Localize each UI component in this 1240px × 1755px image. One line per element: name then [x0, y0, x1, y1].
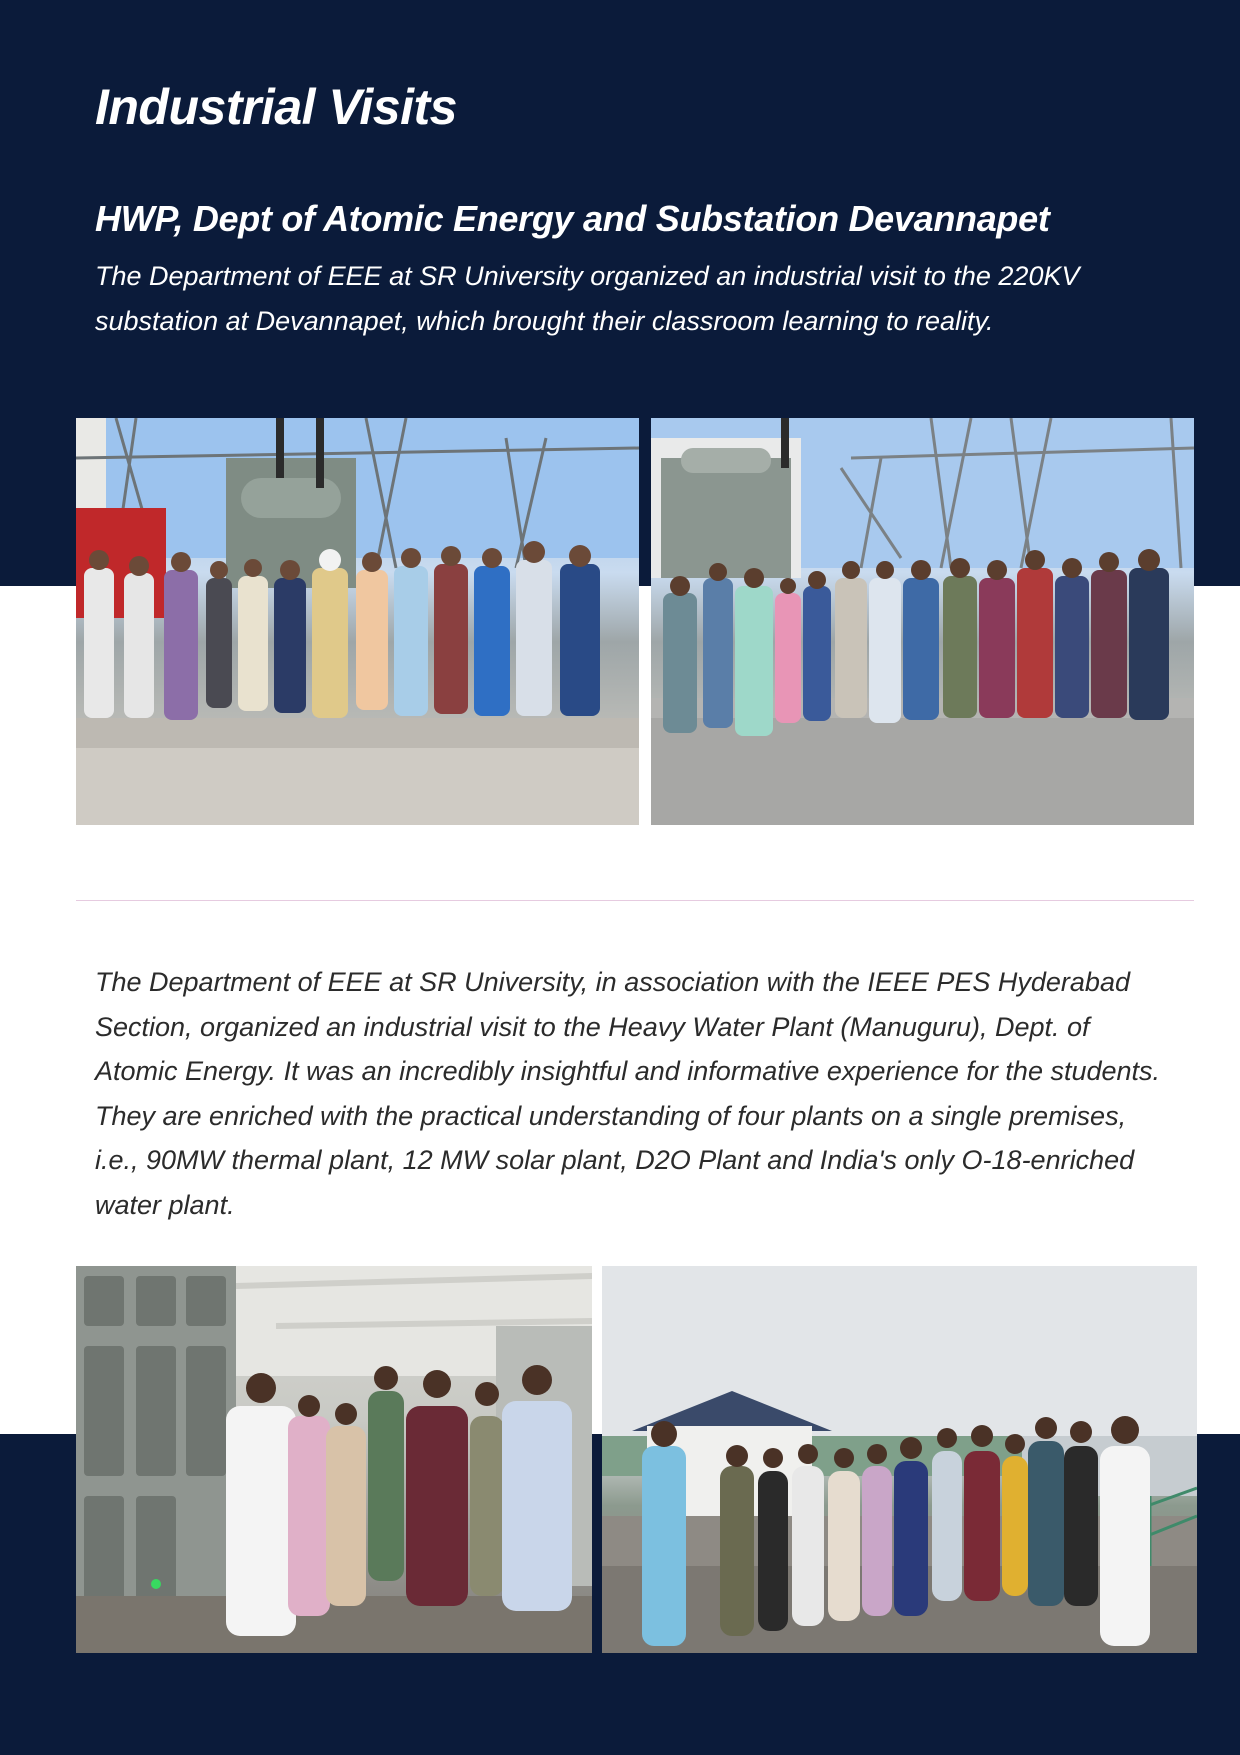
control-room-photo-illustration [76, 1266, 592, 1653]
rooftop-photo-illustration [602, 1266, 1197, 1653]
substation-yard-group-photo [651, 418, 1194, 825]
section-divider [76, 900, 1194, 901]
control-room-group-photo [76, 1266, 592, 1653]
substation-photo-illustration [76, 418, 639, 825]
heavy-water-plant-description: The Department of EEE at SR University, in association with the IEEE PES Hyderabad Section, organized an industrial visit to the Heavy Water Plant (Manuguru), Dept. of Atomic Energy. It was an incredibly insightful and informative experience for the students. They are enriched with the practical understanding of four plants on a single premises, i.e., 90MW thermal plant, 12 MW solar plant, D2O Plant and India's only O-18-enriched water plant. [95, 967, 1161, 1220]
substation-group-photo [76, 418, 639, 825]
plant-rooftop-group-photo [602, 1266, 1197, 1653]
yard-photo-illustration [651, 418, 1194, 825]
visit-summary: The Department of EEE at SR University organized an industrial visit to the 220KV substation at Devannapet, which brought their classroom learning to reality. [95, 261, 1080, 336]
visit-heading: HWP, Dept of Atomic Energy and Substation Devannapet [95, 198, 1050, 239]
page-title: Industrial Visits [95, 79, 457, 135]
